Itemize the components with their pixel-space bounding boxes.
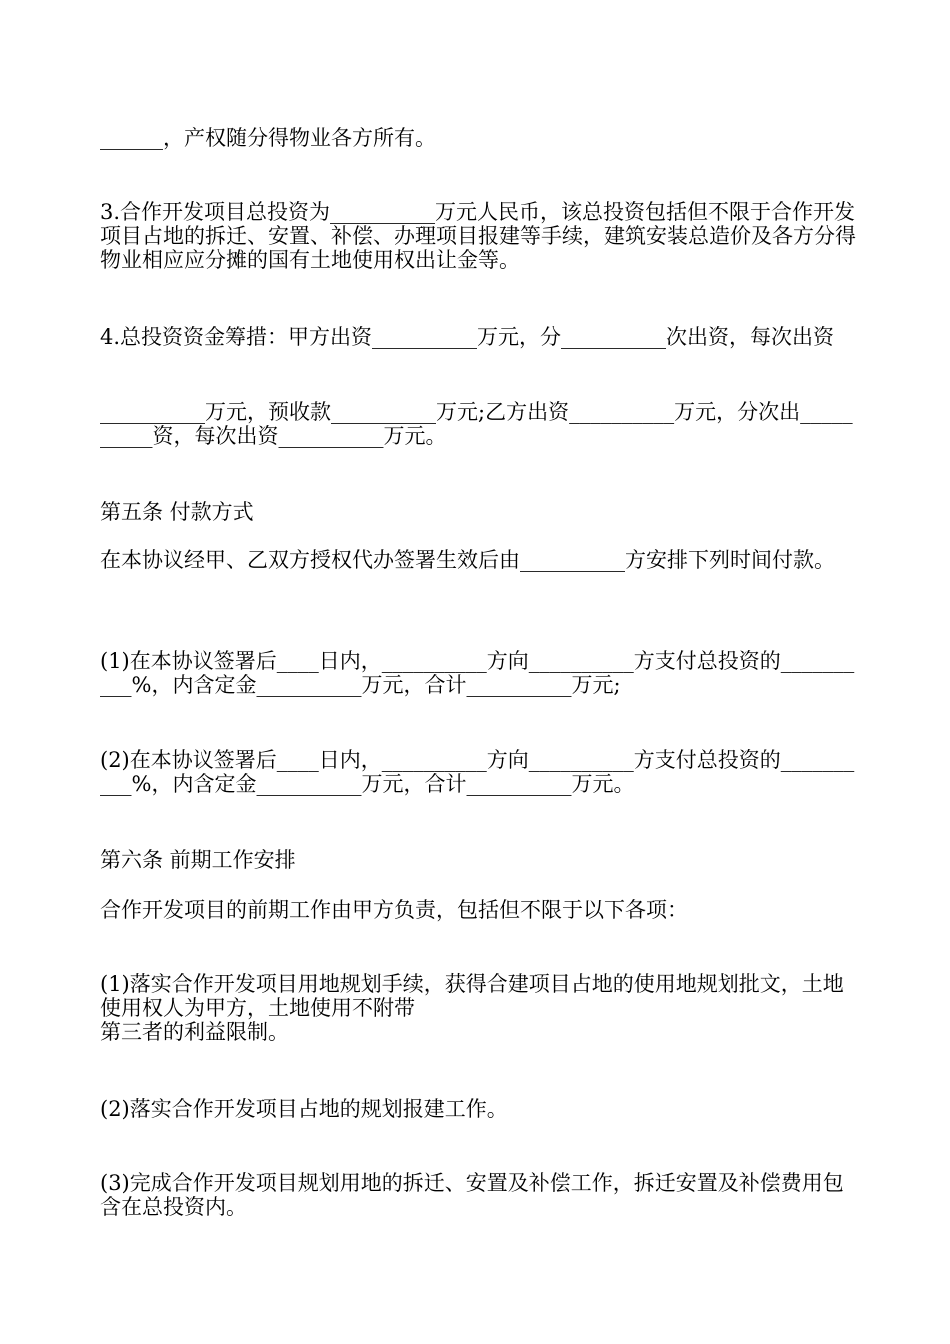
paragraph-total-investment: 3.合作开发项目总投资为__________万元人民币，该总投资包括但不限于合作开发项目占地的拆迁、安置、补偿、办理项目报建等手续，建筑安装总造价及各方分得物业相应应分摊的国有土地使用权出让金等。 — [100, 200, 856, 272]
article-six-heading: 第六条 前期工作安排 — [100, 848, 296, 872]
paragraph-payment-intro: 在本协议经甲、乙双方授权代办签署生效后由__________方安排下列时间付款。 — [100, 548, 835, 572]
paragraph-preliminary-intro: 合作开发项目的前期工作由甲方负责，包括但不限于以下各项： — [100, 898, 688, 922]
paragraph-funding-details: __________万元，预收款__________万元;乙方出资__________万元，分次出__________资，每次出资__________万元。 — [100, 400, 853, 448]
paragraph-payment-item-2: (2)在本协议签署后____日内，__________方向__________方支付总投资的__________%，内含定金__________万元，合计__________万元。 — [100, 748, 855, 796]
paragraph-preliminary-item-2: (2)落实合作开发项目占地的规划报建工作。 — [100, 1097, 508, 1121]
paragraph-preliminary-item-1: (1)落实合作开发项目用地规划手续，获得合建项目占地的使用地规划批文，土地使用权人为甲方，土地使用不附带 第三者的利益限制。 — [100, 972, 844, 1044]
paragraph-payment-item-1: (1)在本协议签署后____日内，__________方向__________方支付总投资的__________%，内含定金__________万元，合计__________万元; — [100, 649, 855, 697]
paragraph-preliminary-item-3: (3)完成合作开发项目规划用地的拆迁、安置及补偿工作，拆迁安置及补偿费用包含在总投资内。 — [100, 1171, 844, 1219]
paragraph-property-ownership: ______，产权随分得物业各方所有。 — [100, 126, 436, 150]
paragraph-funding-arrangement: 4.总投资资金筹措：甲方出资__________万元，分__________次出资，每次出资 — [100, 325, 835, 349]
article-five-heading: 第五条 付款方式 — [100, 500, 254, 524]
